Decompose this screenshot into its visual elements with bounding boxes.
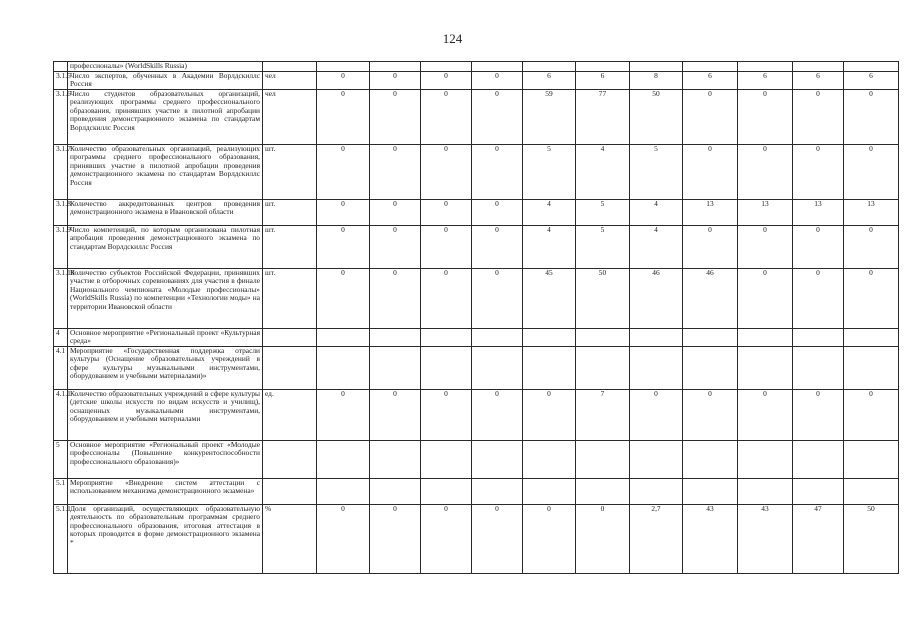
row-value xyxy=(317,478,370,504)
row-value xyxy=(630,478,683,504)
row-value xyxy=(421,328,472,346)
row-value xyxy=(472,62,523,72)
row-unit xyxy=(263,328,317,346)
row-value: 0 xyxy=(370,144,421,199)
row-value: 13 xyxy=(683,199,738,225)
row-value: 2,7 xyxy=(630,504,683,573)
row-value: 0 xyxy=(472,144,523,199)
row-value xyxy=(576,328,630,346)
row-value xyxy=(576,62,630,72)
table-row-continuation xyxy=(54,62,899,72)
row-value xyxy=(844,328,899,346)
row-value: 50 xyxy=(576,268,630,328)
row-value: 0 xyxy=(793,268,844,328)
row-name: Мероприятие «Государственная поддержка отрасли культуры (Оснащение образовательных учреждений в сфере культуры музыкальными инструментами, оборудованием и учебными материалами)» xyxy=(68,346,263,389)
row-value: 0 xyxy=(683,89,738,144)
row-code: 3.1.6 xyxy=(54,89,68,144)
row-code: 5 xyxy=(54,440,68,478)
row-unit xyxy=(263,62,317,72)
row-value xyxy=(844,478,899,504)
row-value: 0 xyxy=(844,225,899,268)
row-value xyxy=(370,62,421,72)
row-unit xyxy=(263,346,317,389)
row-value xyxy=(421,62,472,72)
row-value xyxy=(523,62,576,72)
row-value: 0 xyxy=(421,89,472,144)
row-name: Количество образовательных организаций, реализующих программы среднего профессионального образования, принявших участие в пилотной апробации проведения демонстрационного экзамена по стандартам Ворлдскиллс Россия xyxy=(68,144,263,199)
row-value xyxy=(317,346,370,389)
row-value xyxy=(370,440,421,478)
row-value: 46 xyxy=(630,268,683,328)
row-name: Мероприятие «Внедрение систем аттестации с использованием механизма демонстрационного экзамена» xyxy=(68,478,263,504)
row-value: 0 xyxy=(738,89,793,144)
row-value: 0 xyxy=(523,504,576,573)
table-row-4-1-1 xyxy=(54,389,899,440)
row-value: 0 xyxy=(844,268,899,328)
row-value: 0 xyxy=(844,389,899,440)
row-value: 6 xyxy=(576,71,630,89)
row-value xyxy=(421,346,472,389)
row-value: 0 xyxy=(370,89,421,144)
row-value: 8 xyxy=(630,71,683,89)
table-row-3-1-7 xyxy=(54,144,899,199)
row-unit: шт. xyxy=(263,268,317,328)
row-code: 5.1.1 xyxy=(54,504,68,573)
row-value xyxy=(738,62,793,72)
row-value: 0 xyxy=(421,504,472,573)
row-value: 7 xyxy=(576,389,630,440)
row-value xyxy=(523,440,576,478)
row-unit: % xyxy=(263,504,317,573)
table-row-4 xyxy=(54,328,899,346)
row-value: 0 xyxy=(370,268,421,328)
row-value: 5 xyxy=(576,199,630,225)
row-value xyxy=(523,478,576,504)
row-value xyxy=(421,478,472,504)
row-code: 3.1.5 xyxy=(54,71,68,89)
row-unit xyxy=(263,478,317,504)
row-value: 6 xyxy=(793,71,844,89)
row-unit: чел xyxy=(263,89,317,144)
table-row-5 xyxy=(54,440,899,478)
row-value: 6 xyxy=(683,71,738,89)
row-value xyxy=(630,328,683,346)
row-value: 13 xyxy=(793,199,844,225)
row-unit: шт. xyxy=(263,144,317,199)
row-value: 0 xyxy=(317,389,370,440)
row-value: 4 xyxy=(630,199,683,225)
row-value xyxy=(472,346,523,389)
row-value: 0 xyxy=(793,389,844,440)
row-code: 3.1.8 xyxy=(54,199,68,225)
row-value: 6 xyxy=(738,71,793,89)
row-value: 50 xyxy=(844,504,899,573)
row-name: Количество аккредитованных центров проведения демонстрационного экзамена в Ивановской области xyxy=(68,199,263,225)
row-value: 45 xyxy=(523,268,576,328)
row-value xyxy=(844,346,899,389)
row-value: 4 xyxy=(576,144,630,199)
row-value: 0 xyxy=(630,389,683,440)
table-row-3-1-10 xyxy=(54,268,899,328)
row-value: 0 xyxy=(793,89,844,144)
row-value: 0 xyxy=(317,504,370,573)
row-value: 5 xyxy=(576,225,630,268)
row-value xyxy=(630,62,683,72)
row-value xyxy=(844,440,899,478)
row-value: 0 xyxy=(683,225,738,268)
row-value: 4 xyxy=(523,225,576,268)
row-value xyxy=(370,328,421,346)
row-value: 6 xyxy=(844,71,899,89)
row-value xyxy=(738,346,793,389)
row-value: 0 xyxy=(317,199,370,225)
table-row-3-1-8 xyxy=(54,199,899,225)
row-value: 0 xyxy=(738,389,793,440)
row-unit xyxy=(263,440,317,478)
row-code: 3.1.10 xyxy=(54,268,68,328)
row-value: 0 xyxy=(317,225,370,268)
table-row-3-1-9 xyxy=(54,225,899,268)
row-code: 4 xyxy=(54,328,68,346)
row-value: 43 xyxy=(683,504,738,573)
row-value: 5 xyxy=(630,144,683,199)
table-row-4-1 xyxy=(54,346,899,389)
row-name: Доля организаций, осуществляющих образовательную деятельность по образовательным программам среднего профессионального образования, итоговая аттестация в которых проводится в форме демонстрационного экзамена * xyxy=(68,504,263,573)
row-value xyxy=(844,62,899,72)
row-value: 0 xyxy=(421,199,472,225)
row-value: 0 xyxy=(472,225,523,268)
row-value: 47 xyxy=(793,504,844,573)
row-value: 0 xyxy=(370,71,421,89)
row-value: 0 xyxy=(738,144,793,199)
row-value: 0 xyxy=(683,389,738,440)
row-unit: шт. xyxy=(263,225,317,268)
row-name: Количество образовательных учреждений в сфере культуры (детские школы искусств по видам искусств и училищ), оснащенных музыкальными инструментами, оборудованием и учебными материалами xyxy=(68,389,263,440)
row-value xyxy=(472,328,523,346)
row-value: 5 xyxy=(523,144,576,199)
row-value xyxy=(683,346,738,389)
row-value xyxy=(738,440,793,478)
row-value xyxy=(630,346,683,389)
row-value: 0 xyxy=(317,144,370,199)
row-value: 0 xyxy=(472,71,523,89)
row-code: 4.1.1 xyxy=(54,389,68,440)
row-value: 0 xyxy=(421,225,472,268)
row-value: 0 xyxy=(472,199,523,225)
row-value xyxy=(421,440,472,478)
row-unit: ед. xyxy=(263,389,317,440)
row-value: 4 xyxy=(523,199,576,225)
row-code: 3.1.7 xyxy=(54,144,68,199)
table-row-3-1-6 xyxy=(54,89,899,144)
row-value: 0 xyxy=(317,89,370,144)
row-value: 0 xyxy=(421,268,472,328)
row-value xyxy=(793,478,844,504)
row-value xyxy=(793,62,844,72)
row-value: 6 xyxy=(523,71,576,89)
row-code: 5.1 xyxy=(54,478,68,504)
row-value: 0 xyxy=(370,504,421,573)
row-name: Число компетенций, по которым организована пилотная апробация проведения демонстрационного экзамена по стандартам Ворлдскиллс Россия xyxy=(68,225,263,268)
row-value: 0 xyxy=(576,504,630,573)
row-value xyxy=(630,440,683,478)
row-value: 0 xyxy=(738,225,793,268)
row-name: Число студентов образовательных организаций, реализующих программы среднего профессионального образования, принявших участие в пилотной апробации проведения демонстрационного экзамена по стандартам Ворлдскиллс Россия xyxy=(68,89,263,144)
row-value: 0 xyxy=(317,268,370,328)
row-unit: чел xyxy=(263,71,317,89)
row-value xyxy=(738,328,793,346)
row-value: 0 xyxy=(370,199,421,225)
row-value: 46 xyxy=(683,268,738,328)
row-value: 0 xyxy=(472,504,523,573)
row-value xyxy=(793,346,844,389)
row-value xyxy=(317,328,370,346)
row-code: 4.1 xyxy=(54,346,68,389)
row-value xyxy=(370,346,421,389)
row-value: 59 xyxy=(523,89,576,144)
row-value: 77 xyxy=(576,89,630,144)
row-value xyxy=(576,478,630,504)
row-name: Количество субъектов Российской Федерации, принявших участие в отборочных соревнованиях для участия в финале Национального чемпионата «Молодые профессионалы» (WorldSkills Russia) по компетенции «Технологии моды» на территории Ивановской области xyxy=(68,268,263,328)
row-value xyxy=(576,440,630,478)
row-value xyxy=(793,440,844,478)
row-value xyxy=(683,440,738,478)
row-value xyxy=(472,440,523,478)
row-value: 0 xyxy=(317,71,370,89)
row-code xyxy=(54,62,68,72)
row-value xyxy=(523,328,576,346)
row-value: 0 xyxy=(683,144,738,199)
row-value: 0 xyxy=(472,89,523,144)
row-value xyxy=(370,478,421,504)
row-value xyxy=(523,346,576,389)
row-value xyxy=(738,478,793,504)
row-value: 0 xyxy=(370,225,421,268)
row-value: 0 xyxy=(421,389,472,440)
row-value: 13 xyxy=(844,199,899,225)
row-value: 0 xyxy=(421,144,472,199)
row-value: 0 xyxy=(844,89,899,144)
row-value xyxy=(683,62,738,72)
row-value xyxy=(683,328,738,346)
row-value: 0 xyxy=(472,268,523,328)
row-value: 0 xyxy=(472,389,523,440)
indicators-table xyxy=(53,61,899,574)
row-value: 0 xyxy=(421,71,472,89)
row-value: 0 xyxy=(523,389,576,440)
row-value: 0 xyxy=(370,389,421,440)
row-name: профессионалы» (WorldSkills Russia) xyxy=(68,62,263,72)
row-value: 0 xyxy=(844,144,899,199)
row-value: 0 xyxy=(738,268,793,328)
table-row-5-1-1 xyxy=(54,504,899,573)
row-value: 43 xyxy=(738,504,793,573)
table-row-5-1 xyxy=(54,478,899,504)
row-value xyxy=(793,328,844,346)
row-value: 4 xyxy=(630,225,683,268)
table-row-3-1-5 xyxy=(54,71,899,89)
row-value xyxy=(317,62,370,72)
row-value xyxy=(576,346,630,389)
row-value xyxy=(317,440,370,478)
row-value: 0 xyxy=(793,144,844,199)
row-value: 13 xyxy=(738,199,793,225)
row-unit: шт. xyxy=(263,199,317,225)
row-name: Основное мероприятие «Региональный проект «Молодые профессионалы (Повышение конкурентоспособности профессионального образования)» xyxy=(68,440,263,478)
row-value xyxy=(683,478,738,504)
row-name: Число экспертов, обученных в Академии Ворлдскиллс Россия xyxy=(68,71,263,89)
row-value xyxy=(472,478,523,504)
row-name: Основное мероприятие «Региональный проект «Культурная среда» xyxy=(68,328,263,346)
row-code: 3.1.9 xyxy=(54,225,68,268)
row-value: 50 xyxy=(630,89,683,144)
page-number: 124 xyxy=(442,31,463,46)
row-value: 0 xyxy=(793,225,844,268)
